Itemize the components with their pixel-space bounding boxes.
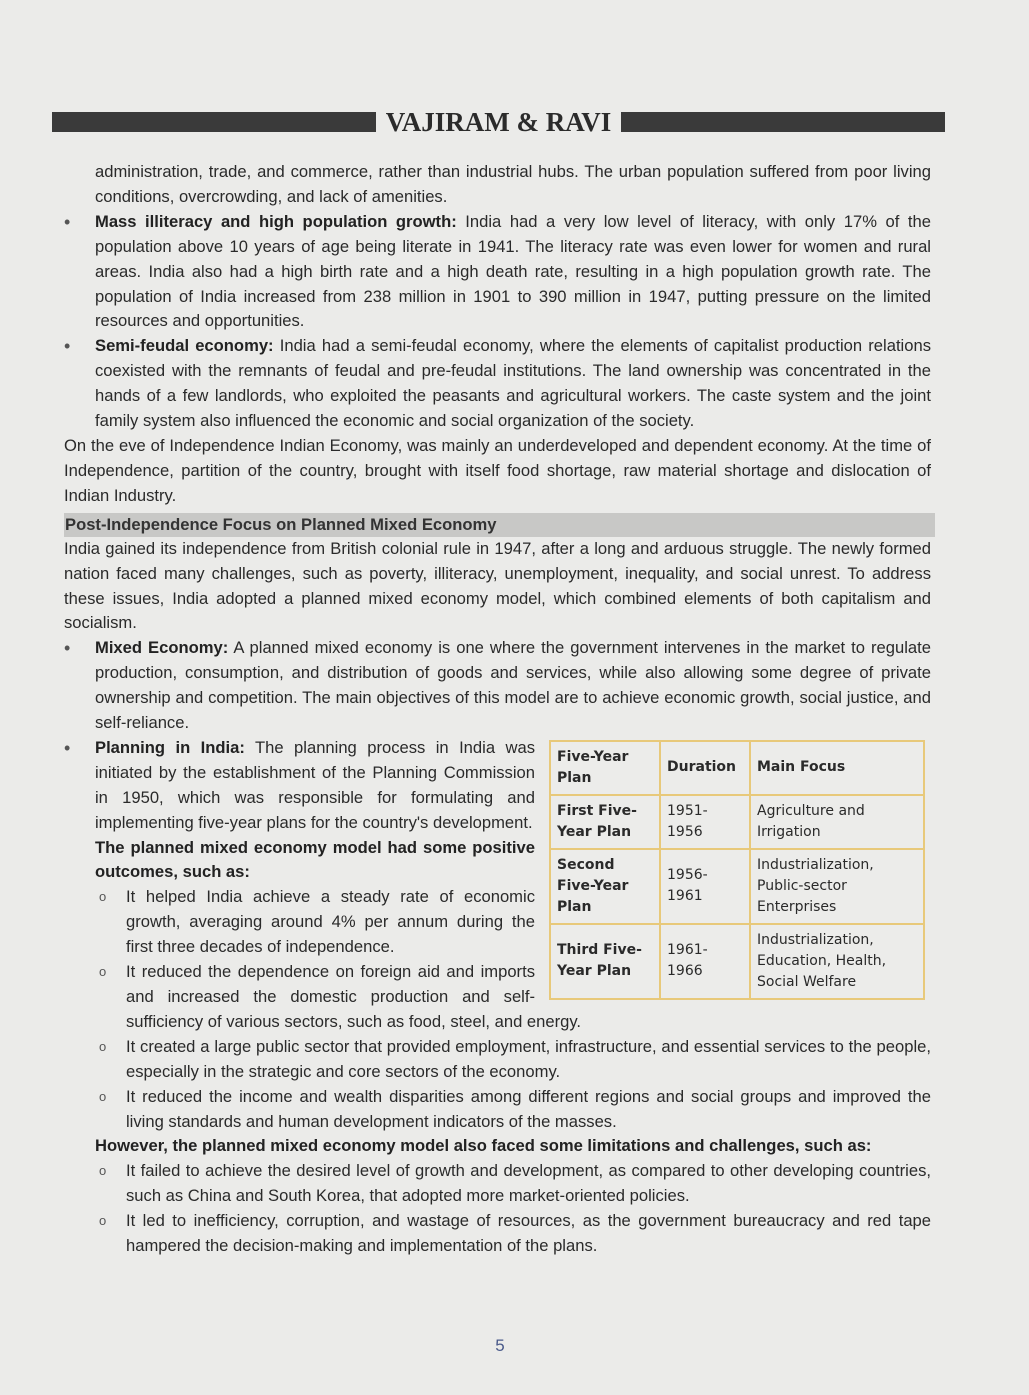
table-header-cell: Duration — [660, 741, 750, 795]
intro-continuation: administration, trade, and commerce, rather than industrial hubs. The urban population suffered from poor living conditions, overcrowding, and lack of amenities. — [95, 162, 931, 206]
bullet-term: Planning in India: — [95, 737, 245, 757]
list-item: o It led to inefficiency, corruption, and wastage of resources, as the government bureaucracy and red tape hampered the decision-making and implementation of the plans. — [95, 1209, 931, 1259]
bullet-text: A planned mixed economy is one where the government intervenes in the market to regulate production, consumption, and distribution of goods and services, while also allowing some degree of private ownership and competition. The main objectives of this model are to achieve economic growth, social justice, and self-reliance. — [95, 638, 931, 733]
bullet-semi-feudal — [64, 334, 931, 434]
bullet-text: India had a very low level of literacy, with only 17% of the population above 10 years of age being literate in 1941. The literacy rate was even lower for women and rural areas. India also had a high birth rate and a high death rate, resulting in a high population growth rate. The population of India increased from 238 million in 1901 to 390 million in 1947, putting pressure on the limited resources and opportunities. — [95, 211, 931, 331]
list-item: o It helped India achieve a steady rate of economic growth, averaging around 4% per annum during the first three decades of independence. — [95, 885, 931, 960]
eve-paragraph: On the eve of Independence Indian Economy, was mainly an underdeveloped and dependent economy. At the time of Independence, partition of the country, brought with itself food shortage, raw material shortage and dislocation of Indian Industry. — [64, 435, 931, 505]
bullet-term: Mass illiteracy and high population growth: — [95, 211, 457, 231]
bullet-term: Mixed Economy: — [95, 638, 229, 658]
table-header-cell: Main Focus — [750, 741, 924, 795]
bullets-top — [64, 210, 931, 434]
list-item: o It created a large public sector that provided employment, infrastructure, and essential services to the people, especially in the strategic and core sectors of the economy. — [95, 1035, 931, 1085]
section-intro: India gained its independence from British colonial rule in 1947, after a long and arduous struggle. The newly formed nation faced many challenges, such as poverty, illiteracy, unemployment, inequality, and social unrest. To address these issues, India adopted a planned mixed economy model, which combined elements of both capitalism and socialism. — [64, 538, 931, 633]
table-cell: Third Five-Year Plan — [550, 924, 660, 999]
table-cell: Agriculture and Irrigation — [750, 795, 924, 849]
limitations-list — [95, 1159, 931, 1259]
list-item: o It failed to achieve the desired level of growth and development, as compared to other developing countries, such as China and South Korea, that adopted more market-oriented policies. — [95, 1159, 931, 1209]
table-header-cell: • Five-Year Plan — [550, 741, 660, 795]
table-cell: 1956-1961 — [660, 849, 750, 924]
table-cell: Industrialization, Public-sector Enterprises — [750, 849, 924, 924]
positives-list — [95, 885, 931, 1134]
bullets-section — [64, 636, 931, 1259]
positives-heading-text: The planned mixed economy model had some positive outcomes, such as: — [95, 837, 535, 882]
header-rule-left — [52, 112, 376, 132]
header-rule-right — [621, 112, 945, 132]
table-cell: 1961-1966 — [660, 924, 750, 999]
limitations-heading-text: However, the planned mixed economy model also faced some limitations and challenges, such as: — [95, 1136, 872, 1156]
brand-title: VAJIRAM & RAVI — [385, 107, 612, 137]
bullet-planning — [64, 736, 931, 1259]
table-cell: First Five-Year Plan — [550, 795, 660, 849]
bullet-term: Semi-feudal economy: — [95, 336, 274, 356]
section-heading: Post-Independence Focus on Planned Mixed Economy — [64, 513, 935, 537]
bullet-illiteracy — [64, 210, 931, 335]
bullet-text: India had a semi-feudal economy, where the elements of capitalist production relations coexisted with the remnants of feudal and pre-feudal institutions. The land ownership was concentrated in the hands of a few landlords, who exploited the peasants and agricultural workers. The caste system and the joint family system also influenced the economic and social organization of the society. — [95, 336, 931, 431]
limitations-heading — [95, 1134, 931, 1159]
list-item: o It reduced the dependence on foreign aid and imports and increased the domestic production and self-sufficiency of various sectors, such as food, steel, and energy. — [95, 960, 931, 1035]
document-body — [64, 160, 931, 1259]
page-header — [52, 107, 945, 137]
bullet-text: The planning process in India was initiated by the establishment of the Planning Commission in 1950, which was responsible for formulating and implementing five-year plans for the country's development. — [95, 737, 535, 832]
table-cell: Industrialization, Education, Health, Social Welfare — [750, 924, 924, 999]
table-cell: Second Five-Year Plan — [550, 849, 660, 924]
page-number: 5 — [495, 1336, 505, 1355]
table-row — [550, 795, 924, 849]
table-header-row — [550, 741, 924, 795]
list-item: o It reduced the income and wealth disparities among different regions and social groups and improved the living standards and human development indicators of the masses. — [95, 1085, 931, 1135]
bullet-mixed-economy — [64, 636, 931, 736]
table-cell: 1951-1956 — [660, 795, 750, 849]
